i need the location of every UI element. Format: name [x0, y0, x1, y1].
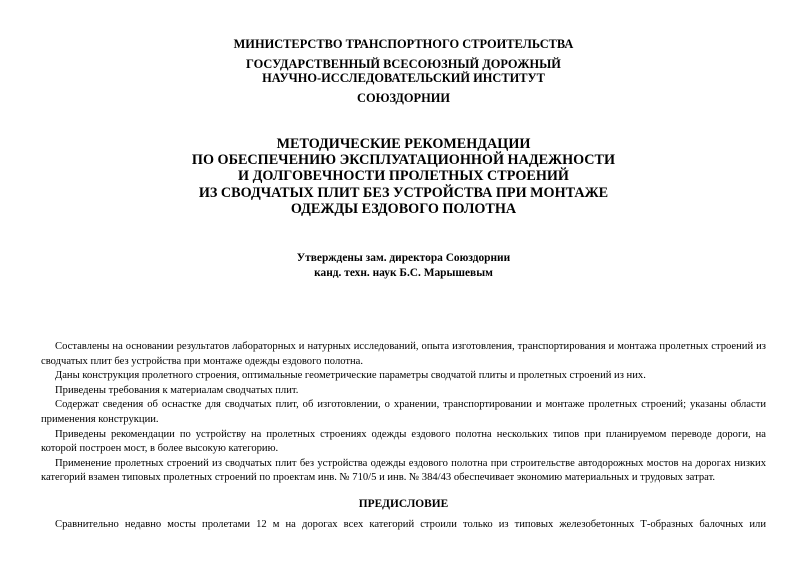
approval-line-2: канд. техн. наук Б.С. Марышевым	[314, 267, 493, 279]
abstract-paragraph-4: Содержат сведения об оснастке для сводчатых плит, об изготовлении, о хранении, транспортировании и монтаже пролетных строений; указаны области применения конструкции.	[41, 399, 766, 425]
preface-heading: ПРЕДИСЛОВИЕ	[358, 497, 449, 510]
title-line-5: ОДЕЖДЫ ЕЗДОВОГО ПОЛОТНА	[290, 200, 517, 217]
institute-name-line1: ГОСУДАРСТВЕННЫЙ ВСЕСОЮЗНЫЙ ДОРОЖНЫЙ	[246, 57, 561, 71]
preface-first-line: Сравнительно недавно мосты пролетами 12 м на дорогах всех категорий строили только из типовых железобетонных Т-образных балочных или	[55, 518, 766, 530]
abstract-paragraph-5: Приведены рекомендации по устройству на пролетных строениях одежды ездового полотна нескольких типов при планируемом переводе дороги, на которой построен мост, в более высокую категорию.	[41, 428, 766, 455]
abstract-paragraph-6: Применение пролетных строений из сводчатых плит без устройства одежды ездового полотна при строительстве автодорожных мостов на дорогах низких категорий взамен типовых пролетных строений по проектам инв. № 710/5 и инв. № 384/43 обеспечивает экономию материальных и трудовых затрат.	[41, 457, 766, 484]
abstract-paragraph-2: Даны конструкция пролетного строения, оптимальные геометрические параметры сводчатой плиты и пролетных строений из них.	[55, 370, 646, 382]
abstract-paragraph-1: Составлены на основании результатов лабораторных и натурных исследований, опыта изготовления, транспортирования и монтажа пролетных строений из сводчатых плит без устройства при монтаже одежды ездового полотна.	[41, 341, 766, 367]
title-line-1: МЕТОДИЧЕСКИЕ РЕКОМЕНДАЦИИ	[276, 136, 531, 152]
title-line-2: ПО ОБЕСПЕЧЕНИЮ ЭКСПЛУАТАЦИОННОЙ НАДЕЖНОСТИ	[191, 152, 616, 169]
abstract-body	[41, 340, 766, 533]
title-line-4: ИЗ СВОДЧАТЫХ ПЛИТ БЕЗ УСТРОЙСТВА ПРИ МОНТАЖЕ	[198, 184, 609, 201]
approval-note	[0, 251, 807, 281]
institute-abbreviation: СОЮЗДОРНИИ	[357, 91, 450, 105]
title-line-3: И ДОЛГОВЕЧНОСТИ ПРОЛЕТНЫХ СТРОЕНИЙ	[238, 168, 569, 185]
ministry-name: МИНИСТЕРСТВО ТРАНСПОРТНОГО СТРОИТЕЛЬСТВА	[233, 37, 574, 51]
abstract-paragraph-3: Приведены требования к материалам сводчатых плит.	[55, 384, 299, 396]
approval-line-1: Утверждены зам. директора Союздорнии	[296, 252, 511, 264]
document-title	[0, 136, 807, 217]
institute-name-line2: НАУЧНО-ИССЛЕДОВАТЕЛЬСКИЙ ИНСТИТУТ	[262, 71, 545, 85]
